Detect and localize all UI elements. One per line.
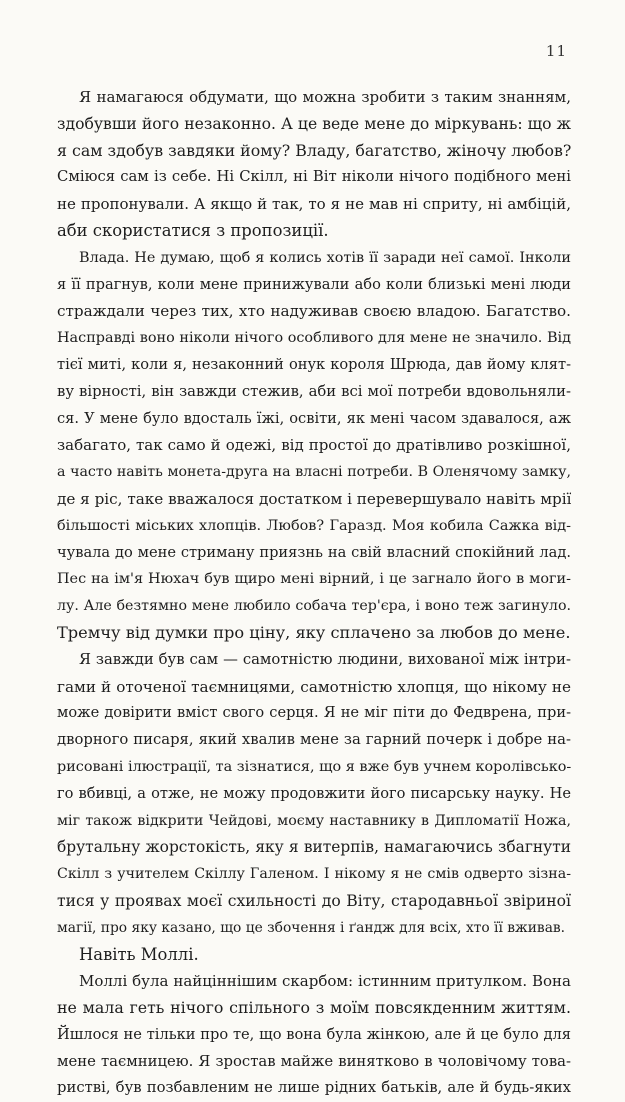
text-line: дворного писаря, який хвалив мене за гарний почерк і добре на- <box>57 731 571 749</box>
text-line: чувала до мене стриману приязнь на свій власний спокійний лад. <box>57 543 571 561</box>
text-line: тієї миті, коли я, незаконний онук короля Шрюда, дав йому клят- <box>57 355 571 373</box>
page-number: 11 <box>545 42 567 60</box>
text-line: магії, про яку казано, що це збочення і ґандж для всіх, хто її вживав. <box>57 919 566 936</box>
text-line: мене таємницею. Я зростав майже винятково в чоловічому това- <box>57 1052 571 1070</box>
body-text <box>57 84 571 1102</box>
text-line: не мала геть нічого спільного з моїм повсякденним життям. <box>57 998 571 1018</box>
text-line: більшості міських хлопців. Любов? Гаразд. Моя кобила Сажка від- <box>57 517 571 534</box>
text-line: лу. Але безтямно мене любило собача тер'єра, і воно теж загинуло. <box>57 598 571 615</box>
text-line: де я ріс, таке вважалося достатком і перевершувало навіть мрії <box>57 489 571 508</box>
text-line: аби скористатися з пропозиції. <box>57 220 329 240</box>
text-line: я сам здобув завдяки йому? Владу, багатство, жіночу любов? <box>57 140 571 160</box>
text-line: я її прагнув, коли мене принижували або коли близькі мені люди <box>57 275 571 293</box>
text-line: Пес на ім'я Нюхач був щиро мені вірний, і це загнало його в моги- <box>57 571 571 588</box>
text-line: міг також відкрити Чейдові, моєму наставнику в Дипломатії Ножа, <box>57 812 571 829</box>
text-line: Навіть Моллі. <box>79 944 199 964</box>
text-line: гами й оточеної таємницями, самотністю хлопця, що нікому не <box>57 677 571 696</box>
text-line: ву вірності, він завжди стежив, аби всі мої потреби вдовольняли- <box>57 382 571 400</box>
text-line: Йшлося не тільки про те, що вона була жінкою, але й це було для <box>57 1025 571 1043</box>
text-line: ристві, був позбавленим не лише рідних батьків, але й будь-яких <box>57 1079 571 1097</box>
text-line: Влада. Не думаю, щоб я колись хотів її заради неї самої. Інколи <box>79 249 571 266</box>
text-line: Насправді воно ніколи нічого особливого для мене не значило. Від <box>57 330 571 347</box>
text-line: Я намагаюся обдумати, що можна зробити з таким знанням, <box>79 88 571 106</box>
text-line: Тремчу від думки про ціну, яку сплачено за любов до мене. <box>57 622 571 642</box>
text-line: го вбивці, а отже, не можу продовжити його писарську науку. Не <box>57 784 571 802</box>
text-line: страждали через тих, хто надуживав своєю владою. Багатство. <box>57 302 571 321</box>
text-line: рисовані ілюстрації, та зізнатися, що я вже був учнем королівсько- <box>57 758 571 775</box>
text-line: здобувши його незаконно. А це веде мене до міркувань: що ж <box>57 114 571 133</box>
text-line: забагато, так само й одежі, від простої до дратівливо розкішної, <box>57 436 571 455</box>
text-line: ся. У мене було вдосталь їжі, освіти, як мені часом здавалося, аж <box>57 409 571 427</box>
text-line: а часто навіть монета-друга на власні потреби. В Оленячому замку, <box>57 464 571 481</box>
text-line: Моллі була найціннішим скарбом: істинним притулком. Вона <box>79 972 571 991</box>
text-line: може довірити вміст свого серця. Я не міг піти до Федврена, при- <box>57 704 571 722</box>
text-line: тися у проявах моєї схильності до Віту, стародавньої звіриної <box>57 891 571 910</box>
text-line: Скілл з учителем Скіллу Галеном. І нікому я не смів одверто зізна- <box>57 866 571 883</box>
text-line: Я завжди був сам — самотністю людини, вихованої між інтри- <box>79 650 571 668</box>
text-line: брутальну жорстокість, яку я витерпів, намагаючись збагнути <box>57 838 571 857</box>
text-line: не пропонували. А якщо й так, то я не мав ні сприту, ні амбіцій, <box>57 195 571 214</box>
text-line: Сміюся сам із себе. Ні Скілл, ні Віт ніколи нічого подібного мені <box>57 168 571 186</box>
